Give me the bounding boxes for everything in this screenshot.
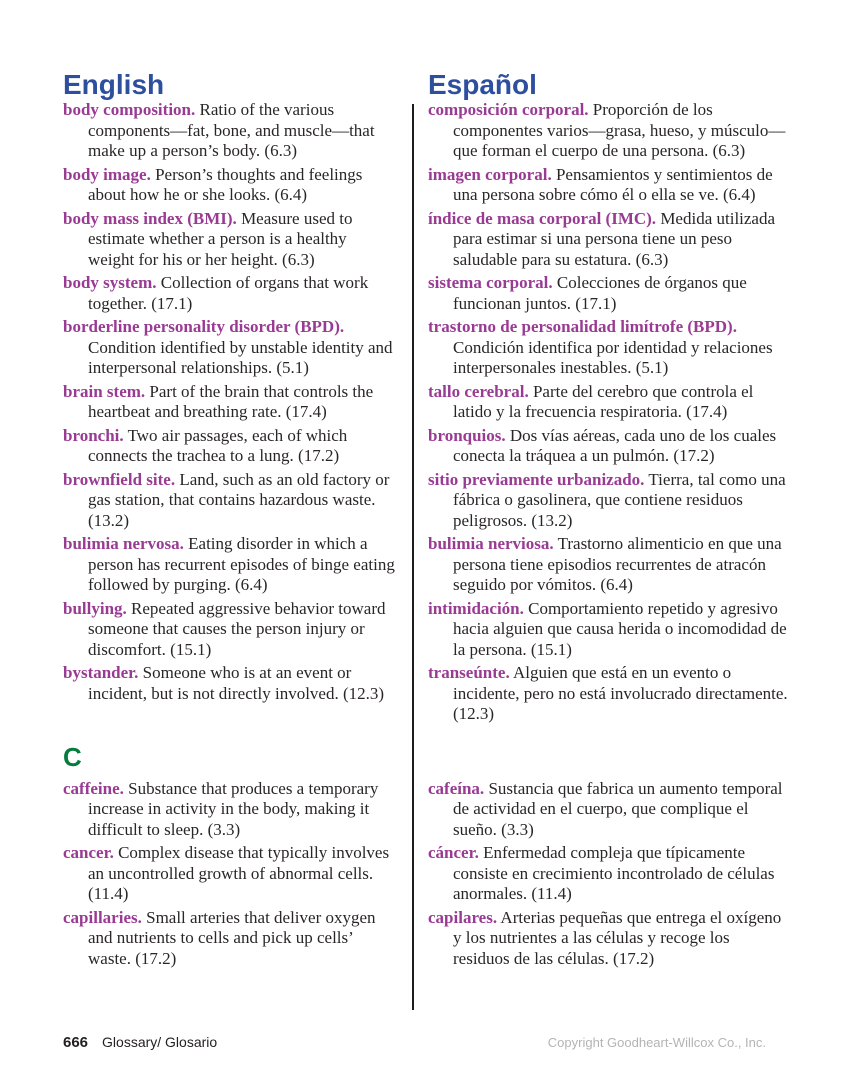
definition-en: Part of the brain that controls the heartbeat and breathing rate. (17.4) <box>88 381 374 421</box>
glossary-entry-en <box>63 663 395 704</box>
glossary-entry-es <box>428 599 790 661</box>
glossary-entry-en <box>63 382 395 423</box>
glossary-entry-es <box>428 426 790 467</box>
term-en: cancer. <box>63 843 114 862</box>
glossary-entry-es <box>428 165 790 206</box>
glossary-row <box>63 599 790 661</box>
term-es: cafeína. <box>428 778 485 798</box>
definition-es: Alguien que está en un evento o incidente, pero no está involucrado directamente. (12.3) <box>453 663 788 723</box>
page-footer <box>63 1034 766 1051</box>
definition-es: Parte del cerebro que controla el latido y la frecuencia respiratoria. (17.4) <box>453 381 754 421</box>
definition-es: Condición identifica por identidad y relaciones interpersonales inestables. (5.1) <box>453 337 773 377</box>
glossary-entry-en <box>63 779 395 841</box>
definition-en: Ratio of the various components—fat, bone, and muscle—that make up a person’s body. (6.3) <box>88 100 375 160</box>
term-en: body mass index (BMI). <box>63 208 237 228</box>
glossary-row <box>63 165 790 206</box>
glossary-entry-en <box>63 470 395 532</box>
term-es: imagen corporal. <box>428 164 552 184</box>
definition-en: Person’s thoughts and feelings about how he or she looks. (6.4) <box>88 164 363 204</box>
glossary-entry-es <box>428 908 790 970</box>
term-es: composición corporal. <box>428 100 589 119</box>
definition-en: Measure used to estimate whether a person is a healthy weight for his or her height. (6.3) <box>88 208 353 269</box>
definition-en: Eating disorder in which a person has recurrent episodes of binge eating followed by purging. (6.4) <box>88 534 395 594</box>
term-en: bronchi. <box>63 425 124 445</box>
definition-en: Someone who is at an event or incident, but is not directly involved. (12.3) <box>88 663 385 703</box>
spanish-column-heading: Español <box>428 68 537 100</box>
term-es: bronquios. <box>428 425 506 445</box>
definition-es: Medida utilizada para estimar si una persona tiene un peso saludable para su estatura. (6.3) <box>453 208 776 269</box>
term-es: trastorno de personalidad limítrofe (BPD). <box>428 317 737 336</box>
definition-en: Small arteries that deliver oxygen and nutrients to cells and pick up cells’ waste. (17.2) <box>88 907 376 968</box>
definition-es: Proporción de los componentes varios—grasa, hueso, y músculo—que forman el cuerpo de una persona. (6.3) <box>453 100 786 160</box>
glossary-entry-en <box>63 843 395 905</box>
definition-es: Trastorno alimenticio en que una persona tiene episodios recurrentes de atracón seguido por vómitos. (6.4) <box>453 534 782 594</box>
definition-es: Enfermedad compleja que típicamente consiste en crecimiento incontrolado de células anormales. (11.4) <box>453 843 775 903</box>
page-number: 666 <box>63 1034 89 1051</box>
glossary-entry-en <box>63 317 395 379</box>
definition-en: Substance that produces a temporary increase in activity in the body, making it difficult to sleep. (3.3) <box>88 778 379 839</box>
term-es: capilares. <box>428 907 498 927</box>
glossary-row <box>63 779 790 841</box>
glossary-entry-en <box>63 100 395 162</box>
definition-en: Condition identified by unstable identity and interpersonal relationships. (5.1) <box>88 337 393 377</box>
footer-label: Glossary/ Glosario <box>102 1034 218 1050</box>
glossary-entry-en <box>63 273 395 314</box>
term-en: body composition. <box>63 100 196 119</box>
definition-en: Land, such as an old factory or gas station, that contains hazardous waste. (13.2) <box>88 469 390 530</box>
term-es: índice de masa corporal (IMC). <box>428 208 657 228</box>
term-es: sitio previamente urbanizado. <box>428 469 645 489</box>
term-es: bulimia nerviosa. <box>428 534 554 553</box>
glossary-row <box>63 273 790 314</box>
definition-en: Complex disease that typically involves an uncontrolled growth of abnormal cells. (11.4) <box>88 843 390 903</box>
definition-es: Pensamientos y sentimientos de una persona sobre cómo él o ella se ve. (6.4) <box>453 164 773 204</box>
glossary-row <box>63 209 790 271</box>
definition-en: Repeated aggressive behavior toward someone that causes the person injury or discomfort. (15.1) <box>88 598 386 659</box>
term-es: intimidación. <box>428 598 524 618</box>
term-en: caffeine. <box>63 778 124 798</box>
glossary-entry-es <box>428 534 790 596</box>
glossary-entry-es <box>428 663 790 725</box>
glossary-entry-en <box>63 426 395 467</box>
term-en: capillaries. <box>63 907 142 927</box>
glossary-entry-es <box>428 209 790 271</box>
glossary-entry-es <box>428 382 790 423</box>
term-es: transeúnte. <box>428 663 510 682</box>
term-en: body image. <box>63 164 151 184</box>
glossary-row <box>63 663 790 725</box>
definition-es: Tierra, tal como una fábrica o gasolinera, que contiene residuos peligrosos. (13.2) <box>453 469 786 530</box>
term-es: cáncer. <box>428 843 479 862</box>
term-en: body system. <box>63 273 157 292</box>
glossary-entry-en <box>63 165 395 206</box>
glossary-entry-es <box>428 317 790 379</box>
term-en: bulimia nervosa. <box>63 534 184 553</box>
term-es: sistema corporal. <box>428 273 553 292</box>
glossary-entry-es <box>428 470 790 532</box>
glossary-row <box>63 470 790 532</box>
glossary-row <box>63 908 790 970</box>
glossary-entry-en <box>63 599 395 661</box>
glossary-entry-en <box>63 534 395 596</box>
definition-en: Collection of organs that work together. (17.1) <box>88 273 369 313</box>
term-en: borderline personality disorder (BPD). <box>63 317 345 336</box>
section-letter-c: C <box>63 741 82 772</box>
definition-es: Sustancia que fabrica un aumento temporal de actividad en el cuerpo, que complique el sueño. (3.3) <box>453 778 783 839</box>
glossary-row <box>63 317 790 379</box>
term-en: brain stem. <box>63 381 146 401</box>
definition-en: Two air passages, each of which connects the trachea to a lung. (17.2) <box>88 425 348 465</box>
glossary-entry-es <box>428 779 790 841</box>
glossary-row <box>63 100 790 162</box>
definition-es: Comportamiento repetido y agresivo hacia alguien que causa herida o incomodidad de la persona. (15.1) <box>453 598 787 659</box>
glossary-entry-en <box>63 209 395 271</box>
glossary-entry-es <box>428 100 790 162</box>
definition-es: Dos vías aéreas, cada uno de los cuales conecta la tráquea a un pulmón. (17.2) <box>453 425 777 465</box>
glossary-entry-en <box>63 908 395 970</box>
glossary-entry-es <box>428 843 790 905</box>
definition-es: Colecciones de órganos que funcionan juntos. (17.1) <box>453 273 747 313</box>
term-es: tallo cerebral. <box>428 381 529 401</box>
glossary-entry-es <box>428 273 790 314</box>
english-column-heading: English <box>63 68 165 100</box>
term-en: bullying. <box>63 598 127 618</box>
glossary-row <box>63 382 790 423</box>
definition-es: Arterias pequeñas que entrega el oxígeno y los nutrientes a las células y recoge los residuos de las células. (17.2) <box>453 907 782 968</box>
term-en: brownfield site. <box>63 469 176 489</box>
glossary-content <box>63 100 790 972</box>
glossary-row <box>63 426 790 467</box>
term-en: bystander. <box>63 663 139 682</box>
glossary-row <box>63 843 790 905</box>
copyright-notice: Copyright Goodheart-Willcox Co., Inc. <box>547 1035 766 1050</box>
glossary-row <box>63 534 790 596</box>
